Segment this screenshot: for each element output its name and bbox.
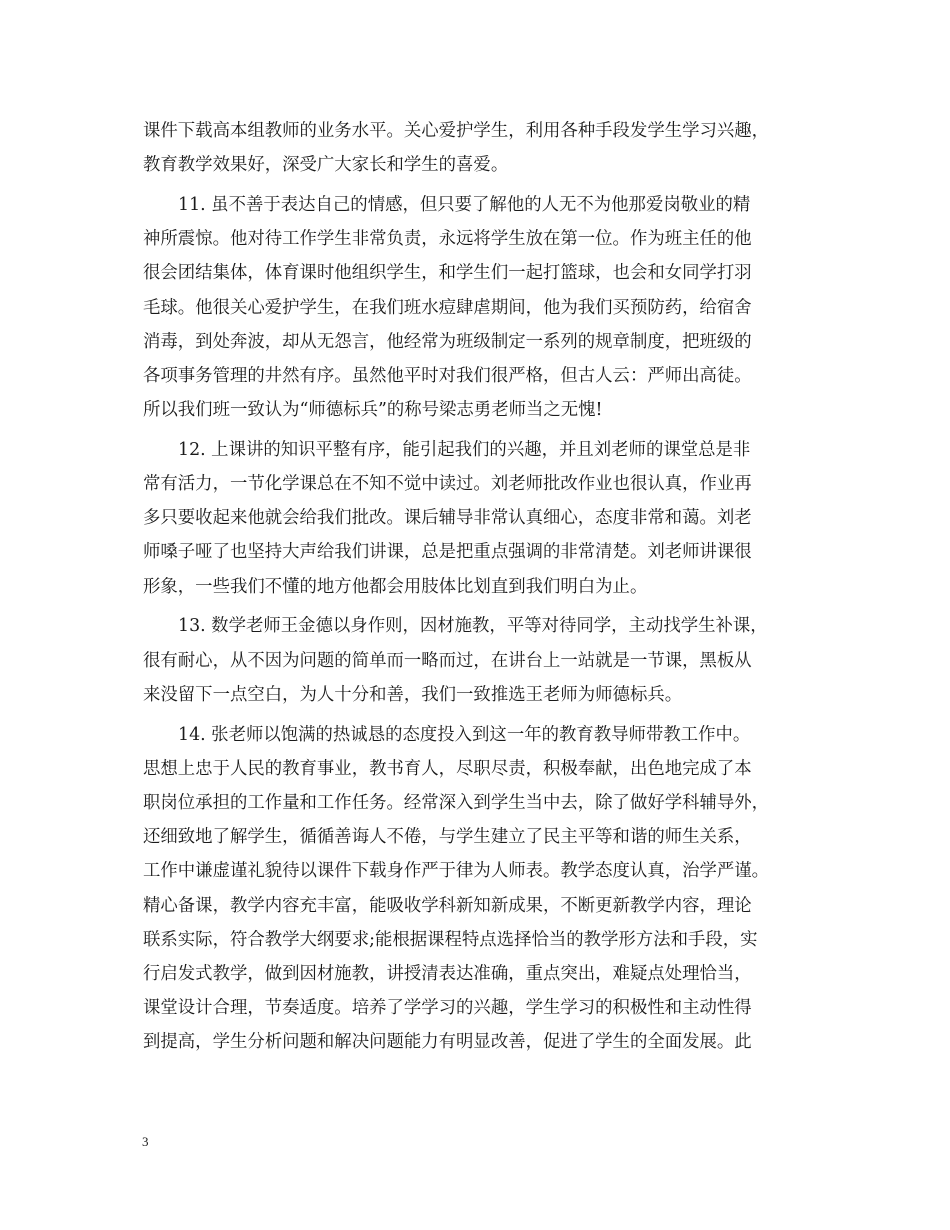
paragraph-11-start: 11. 虽不善于表达自己的情感，但只要了解他的人无不为他那爱岗敬业的精 [178, 194, 751, 215]
text-line: 很会团结集体，体育课时他组织学生，和学生们一起打篮球，也会和女同学打羽 [143, 263, 752, 284]
text-line: 毛球。他很关心爱护学生，在我们班水痘肆虐期间，他为我们买预防药，给宿舍 [143, 297, 752, 318]
paragraph-12-start: 12. 上课讲的知识平整有序，能引起我们的兴趣，并且刘老师的课堂总是非 [178, 439, 751, 460]
text-line: 联系实际，符合教学大纲要求;能根据课程特点选择恰当的教学形方法和手段，实 [143, 929, 758, 950]
text-line: 很有耐心，从不因为问题的简单而一略而过，在讲台上一站就是一节课，黑板从 [143, 650, 752, 671]
paragraph-13-start: 13. 数学老师王金德以身作则，因材施教，平等对待同学，主动找学生补课， [178, 616, 768, 637]
text-line: 多只要收起来他就会给我们批改。课后辅导非常认真细心，态度非常和蔼。刘老 [143, 508, 752, 529]
text-line: 行启发式教学，做到因材施教，讲授清表达准确，重点突出，难疑点处理恰当， [143, 963, 752, 984]
text-line: 职岗位承担的工作量和工作任务。经常深入到学生当中去，除了做好学科辅导外， [143, 792, 770, 813]
text-line: 课堂设计合理，节奏适度。培养了学学习的兴趣，学生学习的积极性和主动性得 [143, 998, 752, 1019]
text-line: 精心备课，教学内容充丰富，能吸收学科新知新成果，不断更新教学内容，理论 [143, 895, 752, 916]
page-number: 3 [142, 1134, 149, 1149]
text-line: 神所震惊。他对待工作学生非常负责，永远将学生放在第一位。作为班主任的他 [143, 229, 752, 250]
text-line: 来没留下一点空白，为人十分和善，我们一致推选王老师为师德标兵。 [143, 684, 683, 705]
text-line: 师嗓子哑了也坚持大声给我们讲课，总是把重点强调的非常清楚。刘老师讲课很 [143, 542, 752, 563]
text-line: 到提高，学生分析问题和解决问题能力有明显改善，促进了学生的全面发展。此 [143, 1032, 752, 1053]
text-line: 课件下载高本组教师的业务水平。关心爱护学生，利用各种手段发学生学习兴趣， [143, 121, 770, 141]
text-line: 各项事务管理的井然有序。虽然他平时对我们很严格，但古人云：严师出高徒。 [143, 365, 752, 386]
paragraph-14-start: 14. 张老师以饱满的热诚恳的态度投入到这一年的教育教导师带教工作中。 [178, 724, 751, 745]
text-line: 还细致地了解学生，循循善诲人不倦，与学生建立了民主平等和谐的师生关系， [143, 827, 752, 848]
body-text [143, 114, 811, 1059]
text-line: 思想上忠于人民的教育事业，教书育人，尽职尽责，积极奉献，出色地完成了本 [143, 758, 752, 779]
text-line: 教育教学效果好，深受广大家长和学生的喜爱。 [143, 155, 509, 176]
text-line: 工作中谦虚谨礼貌待以课件下载身作严于律为人师表。教学态度认真，治学严谨。 [143, 861, 770, 882]
text-line: 形象，一些我们不懂的地方他都会用肢体比划直到我们明白为止。 [143, 576, 648, 597]
text-line: 消毒，到处奔波，却从无怨言，他经常为班级制定一系列的规章制度，把班级的 [143, 331, 752, 352]
text-line: 常有活力，一节化学课总在不知不觉中读过。刘老师批改作业也很认真，作业再 [143, 474, 752, 495]
text-line: 所以我们班一致认为“师德标兵”的称号梁志勇老师当之无愧! [143, 400, 603, 421]
